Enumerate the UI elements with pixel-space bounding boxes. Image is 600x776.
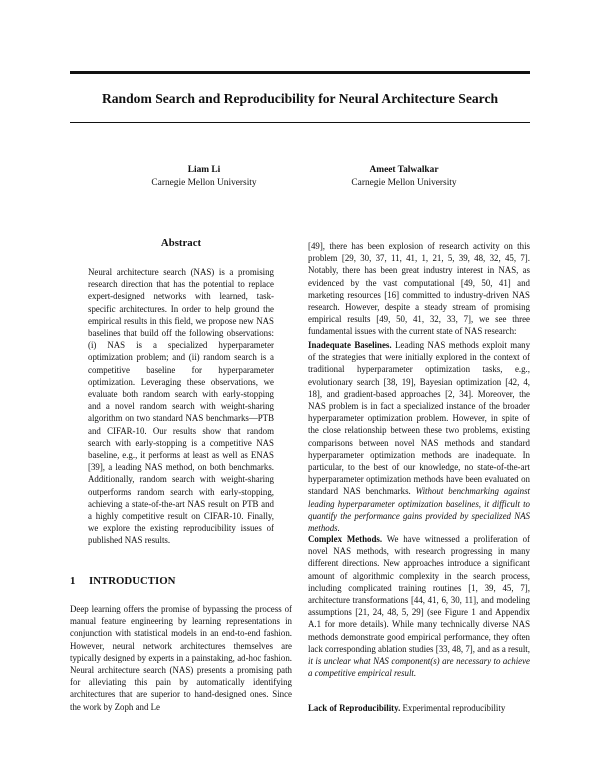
paper-title: Random Search and Reproducibility for Neural Architecture Search [101,91,499,106]
abstract-heading: Abstract [160,237,202,249]
intro-paragraph-continued [308,240,530,338]
issue-emphasis: Without benchmarking against leading hyperparameter optimization baselines, it difficult to quantify the performance gains provided by specialized NAS methods. [308,486,531,534]
abstract-text: Neural architecture search (NAS) is a promising research direction that has the potential to replace expert-designed networks with learned, task-specific architectures. In order to help ground the empirical results in this field, we propose new NAS baselines that build off the following observations: (i) NAS is a specialized hyperparameter optimization problem; and (ii) random search is a competitive baseline for hyperparameter optimization. Leveraging these observations, we evaluate both random search with early-stopping and a novel random search with weight-sharing algorithm on two standard NAS benchmarks—PTB and CIFAR-10. Our results show that random search with early-stopping is a competitive NAS baseline, e.g., it performs at least as well as ENAS [39], a leading NAS method, on both benchmarks. Additionally, random search with weight-sharing outperforms random search with early-stopping, achieving a state-of-the-art NAS result on PTB and a highly competitive result on CIFAR-10. Finally, we explore the existing reproducibility issues of published NAS results. [88,267,274,546]
issue-label: Complex Methods. [308,534,383,544]
author-block [104,164,304,189]
section-heading [70,575,175,587]
author-name: Liam Li [187,165,221,175]
intro-paragraph [70,603,292,713]
author-affiliation: Carnegie Mellon University [351,177,457,188]
intro-text: Deep learning offers the promise of bypassing the process of manual feature engineering by learning representations in conjunction with statistical models in an end-to-end fashion. However, neural network architectures themselves are typically designed by experts in a painstaking, ad-hoc fashion. Neural architecture search (NAS) presents a promising path for alleviating this pain by automatically identifying architectures that are superior to hand-designed ones. Since the work by Zoph and Le [70,604,292,712]
issue-paragraph [308,339,530,534]
author-name: Ameet Talwalkar [369,165,439,175]
section-number: 1 [70,575,76,587]
author-block [304,164,504,189]
section-title: INTRODUCTION [89,575,176,587]
issue-paragraph [308,702,530,714]
issue-label: Lack of Reproducibility. [308,703,401,713]
title-top-rule [70,71,530,74]
intro-text-continued: [49], there has been explosion of research activity on this problem [29, 30, 37, 11, 41, 1, 21, 5, 39, 48, 32, 45, 7]. Notably, there has been great industry interest in NAS, as evidenced by the vast computational [49, 50, 41] and marketing resources [16] committed to industry-driven NAS research. However, despite a steady stream of promising empirical results [49, 50, 41, 32, 33, 7], we see three fundamental issues with the current state of NAS research: [308,241,530,337]
issue-text: Experimental reproducibility [402,703,506,713]
issue-text: We have witnessed a proliferation of novel NAS methods, with research progressing in many different directions. New approaches introduce a significant amount of algorithmic complexity in the search process, including complicated training routines [1, 39, 45, 7], architecture transformations [44, 41, 6, 30, 11], and modeling assumptions [21, 24, 48, 5, 29] (see Figure 1 and Appendix A.1 for more details). While many technically diverse NAS methods demonstrate good empirical performance, they often lack corresponding ablation studies [33, 48, 7], and as a result, [308,534,530,654]
author-affiliation: Carnegie Mellon University [151,177,257,188]
issue-paragraph [308,533,530,679]
issue-text: Leading NAS methods exploit many of the strategies that were initially explored in the context of traditional hyperparameter optimization tasks, e.g., evolutionary search [38, 19], Bayesian optimization [42, 4, 18], and gradient-based approaches [2, 34]. Moreover, the NAS problem is in fact a specialized instance of the broader hyperparameter optimization problem. However, in spite of the close relationship between these two problems, existing comparisons between novel NAS methods and standard hyperparameter optimization methods are inadequate. In particular, to the best of our knowledge, no state-of-the-art hyperparameter optimization methods have been evaluated on standard NAS benchmarks. [308,340,531,497]
title-bottom-rule [70,122,530,123]
issue-label: Inadequate Baselines. [308,340,392,350]
abstract-body [88,266,274,547]
issue-emphasis: it is unclear what NAS component(s) are necessary to achieve a competitive empirical result. [308,656,530,679]
